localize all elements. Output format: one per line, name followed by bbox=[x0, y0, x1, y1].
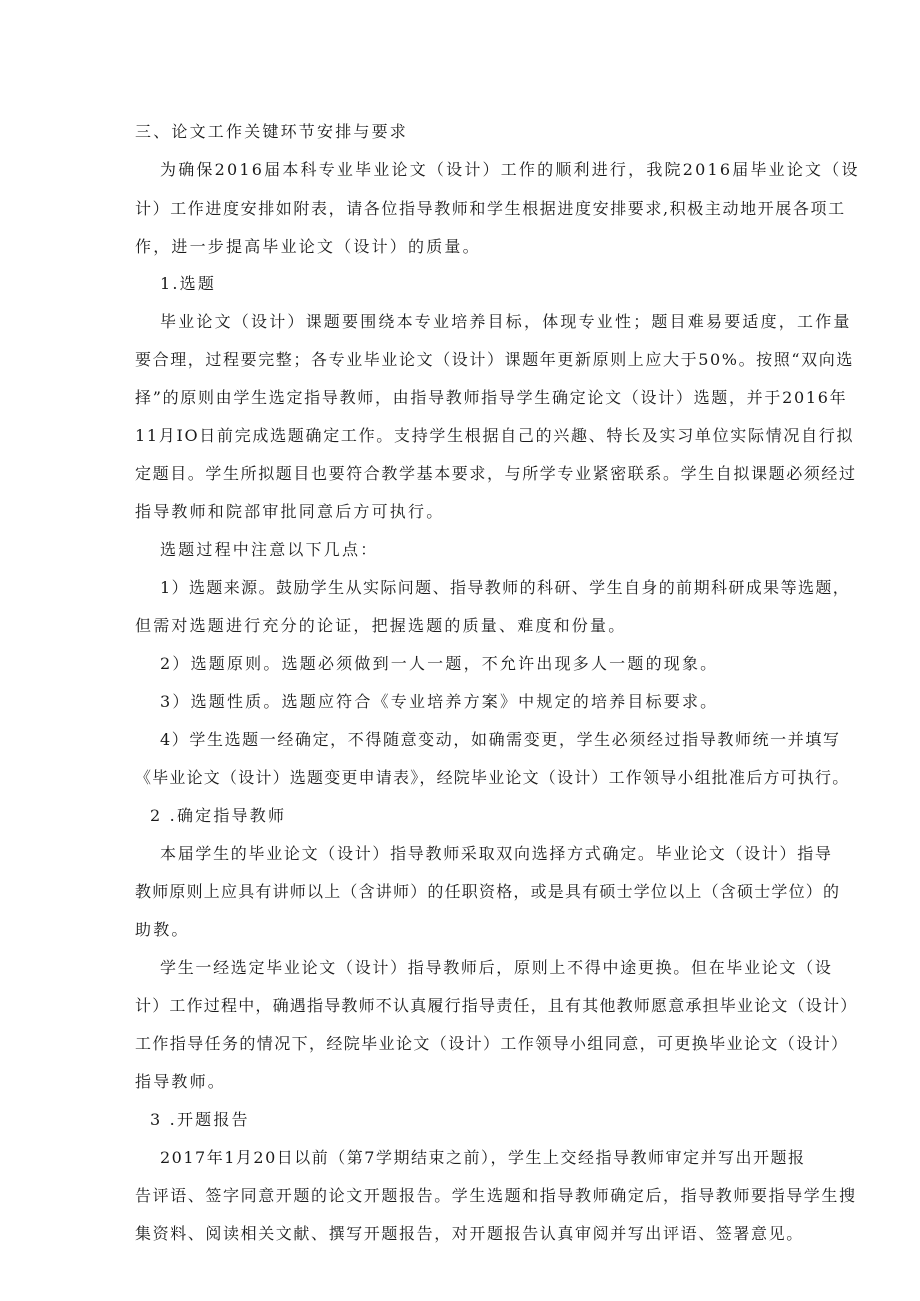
intro-line: 计）工作进度安排如附表，请各位指导教师和学生根据进度安排要求,积极主动地开展各项工 bbox=[135, 199, 846, 218]
topic-line: 择”的原则由学生选定指导教师，由指导教师指导学生确定论文（设计）选题，并于2016年 bbox=[135, 388, 848, 407]
section-heading: 三、论文工作关键环节安排与要求 bbox=[135, 122, 409, 141]
note-item-1: 1）选题来源。鼓励学生从实际问题、指导教师的科研、学生自身的前期科研成果等选题， bbox=[160, 578, 851, 597]
topic-line: 指导教师和院部审批同意后方可执行。 bbox=[135, 502, 445, 521]
advisor-line: 助教。 bbox=[135, 920, 190, 939]
intro-line: 为确保2016届本科专业毕业论文（设计）工作的顺利进行，我院2016届毕业论文（设 bbox=[160, 160, 860, 179]
advisor-line: 本届学生的毕业论文（设计）指导教师采取双向选择方式确定。毕业论文（设计）指导 bbox=[160, 844, 833, 863]
advisor-line: 计）工作过程中，确遇指导教师不认真履行指导责任，且有其他教师愿意承担毕业论文（设计） bbox=[135, 996, 858, 1015]
note-item-1-cont: 但需对选题进行充分的论证，把握选题的质量、难度和份量。 bbox=[135, 616, 627, 635]
topic-line: 要合理，过程要完整；各专业毕业论文（设计）课题年更新原则上应大于50%。按照“双向选 bbox=[135, 350, 854, 369]
notes-intro: 选题过程中注意以下几点： bbox=[160, 540, 379, 559]
topic-heading: 1.选题 bbox=[160, 274, 217, 293]
note-item-2: 2）选题原则。选题必须做到一人一题，不允许出现多人一题的现象。 bbox=[160, 654, 719, 673]
advisor-line: 指导教师。 bbox=[135, 1072, 227, 1091]
advisor-line: 工作指导任务的情况下，经院毕业论文（设计）工作领导小组同意，可更换毕业论文（设计） bbox=[135, 1034, 849, 1053]
note-item-4: 4）学生选题一经确定，不得随意变动，如确需变更，学生必须经过指导教师统一并填写 bbox=[160, 730, 841, 749]
intro-line: 作，进一步提高毕业论文（设计）的质量。 bbox=[135, 237, 481, 256]
topic-line: 11月IO日前完成选题确定工作。支持学生根据自己的兴趣、特长及实习单位实际情况自行拟 bbox=[135, 426, 855, 445]
advisor-heading: 2 .确定指导教师 bbox=[150, 806, 287, 825]
advisor-line: 教师原则上应具有讲师以上（含讲师）的任职资格，或是具有硕士学位以上（含硕士学位）的 bbox=[135, 882, 841, 901]
topic-line: 定题目。学生所拟题目也要符合教学基本要求，与所学专业紧密联系。学生自拟课题必须经过 bbox=[135, 464, 857, 483]
proposal-line: 集资料、阅读相关文献、撰写开题报告，对开题报告认真审阅并写出评语、签署意见。 bbox=[135, 1224, 804, 1243]
advisor-line: 学生一经选定毕业论文（设计）指导教师后，原则上不得中途更换。但在毕业论文（设 bbox=[160, 958, 833, 977]
proposal-heading: 3 .开题报告 bbox=[150, 1110, 250, 1129]
topic-line: 毕业论文（设计）课题要围绕本专业培养目标，体现专业性；题目难易要适度，工作量 bbox=[160, 312, 852, 331]
note-item-3: 3）选题性质。选题应符合《专业培养方案》中规定的培养目标要求。 bbox=[160, 692, 719, 711]
note-item-4-cont: 《毕业论文（设计）选题变更申请表》，经院毕业论文（设计）工作领导小组批准后方可执行。 bbox=[135, 768, 850, 787]
proposal-line: 2017年1月20日以前（第7学期结束之前），学生上交经指导教师审定并写出开题报 bbox=[160, 1148, 806, 1167]
proposal-line: 告评语、签字同意开题的论文开题报告。学生选题和指导教师确定后，指导教师要指导学生搜 bbox=[135, 1186, 857, 1205]
